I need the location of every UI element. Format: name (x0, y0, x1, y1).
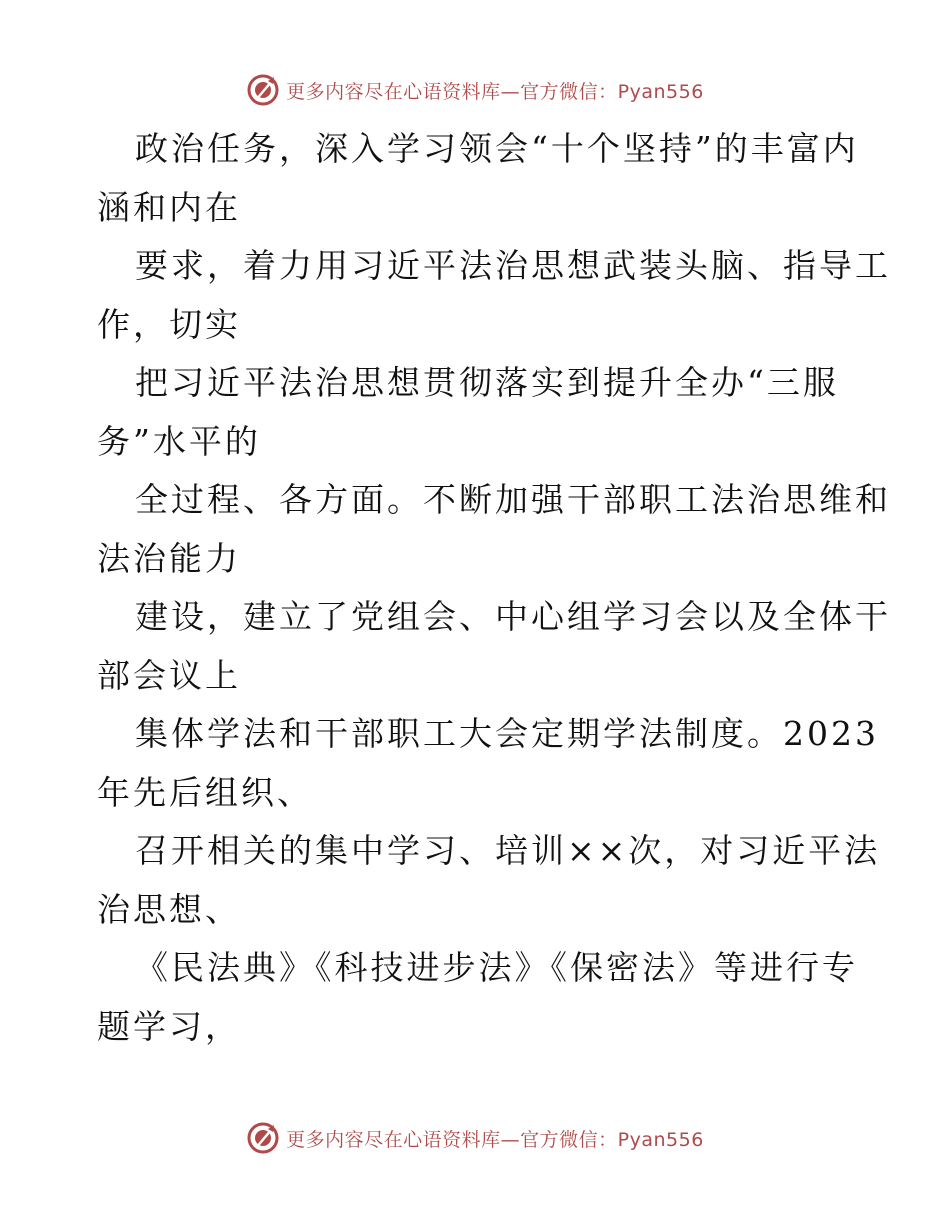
text-line: 务”水平的 (97, 421, 261, 461)
text-line: 要求，着力用习近平法治思想武装头脑、指导工 (135, 246, 891, 285)
text-line: 全过程、各方面。不断加强干部职工法治思维和 (135, 480, 891, 519)
document-body (97, 120, 891, 1056)
text-line: 部会议上 (97, 655, 241, 695)
wax-seal-icon (246, 1121, 280, 1155)
text-line: 把习近平法治思想贯彻落实到提升全办“三服 (135, 363, 839, 402)
text-line: 法治能力 (97, 538, 241, 578)
footer-watermark (0, 1118, 950, 1158)
text-line: 召开相关的集中学习、培训××次，对习近平法 (135, 831, 881, 870)
text-line: 年先后组织、 (97, 772, 313, 812)
text-line: 集体学法和干部职工大会定期学法制度。2023 (135, 714, 879, 753)
text-line: 政治任务，深入学习领会“十个坚持”的丰富内 (135, 129, 859, 168)
wax-seal-icon (246, 73, 280, 107)
text-line: 涵和内在 (97, 187, 241, 227)
text-line: 《民法典》《科技进步法》《保密法》等进行专 (135, 948, 858, 987)
text-line: 题学习， (97, 1006, 241, 1046)
header-watermark-text: 更多内容尽在心语资料库—官方微信：Pyan556 (286, 80, 704, 103)
text-line: 作，切实 (97, 304, 241, 344)
footer-watermark-text: 更多内容尽在心语资料库—官方微信：Pyan556 (286, 1128, 704, 1151)
text-line: 建设，建立了党组会、中心组学习会以及全体干 (135, 597, 891, 636)
header-watermark (0, 70, 950, 110)
text-line: 治思想、 (97, 889, 241, 929)
